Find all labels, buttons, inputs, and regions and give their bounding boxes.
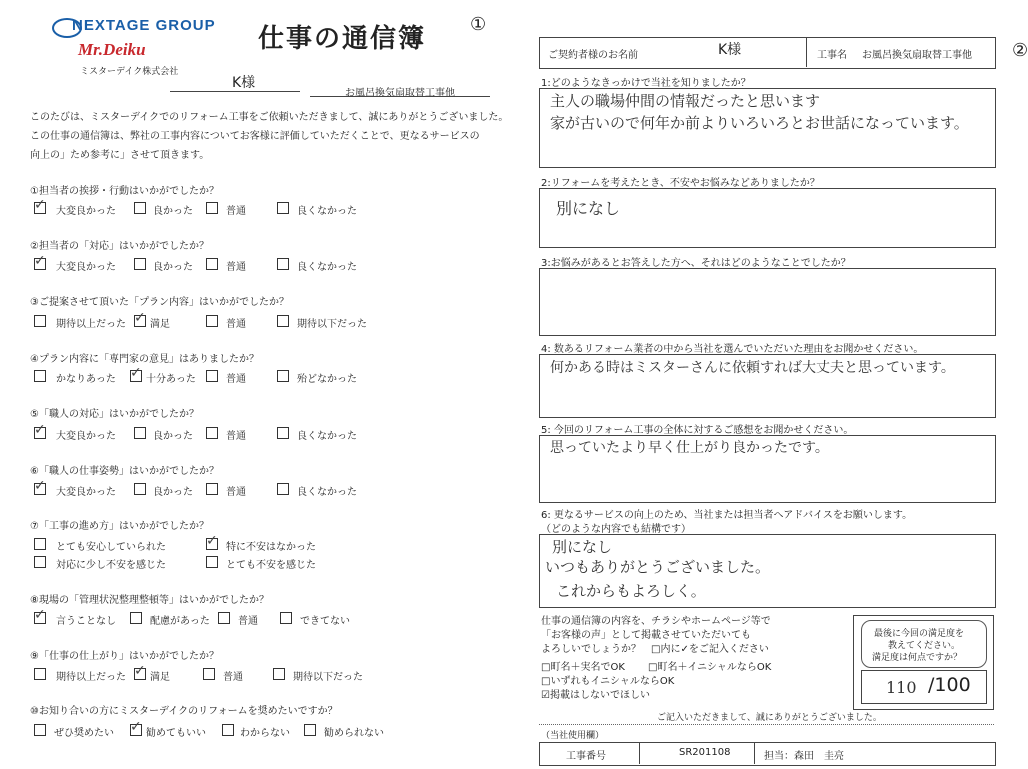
checkbox[interactable]: [34, 370, 46, 382]
satisfaction-line-2: 教えてください。: [888, 641, 961, 651]
option-label: 普通: [226, 319, 246, 330]
checkbox[interactable]: [206, 370, 218, 382]
publish-line-3: よろしいでしょうか？ □内に✓をご記入ください: [541, 644, 769, 655]
option-label: 普通: [223, 672, 243, 683]
checkbox[interactable]: [134, 202, 146, 214]
checkbox[interactable]: [273, 668, 285, 680]
option-label: とても不安を感じた: [226, 560, 316, 571]
option-label: 良くなかった: [297, 206, 357, 217]
work-name-left: お風呂換気扇取替工事他: [345, 88, 455, 99]
checkbox[interactable]: [280, 612, 292, 624]
checkbox-checked[interactable]: ✓: [34, 478, 46, 494]
publish-option-2[interactable]: □町名＋イニシャルならOK: [648, 662, 772, 673]
option-label: わからない: [240, 728, 290, 739]
office-divider-1: [639, 742, 640, 764]
option-label: 殆どなかった: [297, 374, 357, 385]
checkbox[interactable]: [277, 315, 289, 327]
option-label: 普通: [226, 374, 246, 385]
question-2: ②担当者の「対応」はいかがでしたか？: [30, 241, 209, 252]
checkbox[interactable]: [34, 538, 46, 550]
checkbox[interactable]: [277, 483, 289, 495]
checkbox[interactable]: [34, 668, 46, 680]
option-label: 良かった: [153, 206, 193, 217]
mr-deiku-logo: Mr.Deiku: [78, 40, 146, 59]
option-label: 良くなかった: [297, 431, 357, 442]
r6-question-sub: （どのような内容でも結構です）: [541, 524, 691, 535]
publish-line-2: 「お客様の声」として掲載させていただいても: [541, 630, 751, 641]
option-label: 言うことなし: [56, 616, 116, 627]
r1-answer-line-1: 主人の職場仲間の情報だったと思います: [550, 92, 821, 110]
question-9: ⑨「仕事の仕上がり」はいかがでしたか？: [30, 651, 219, 662]
checkbox[interactable]: [203, 668, 215, 680]
page-number-right: ②: [1012, 40, 1028, 61]
customer-name-right: K様: [718, 42, 742, 58]
r2-question: 2:リフォームを考えたとき、不安やお悩みなどありましたか？: [541, 178, 820, 189]
checkbox[interactable]: [206, 427, 218, 439]
option-label: 普通: [226, 487, 246, 498]
question-6: ⑥「職人の仕事姿勢」はいかがでしたか？: [30, 466, 219, 477]
publish-option-3[interactable]: □いずれもイニシャルならOK: [541, 676, 675, 687]
checkbox[interactable]: [277, 258, 289, 270]
satisfaction-line-3: 満足度は何点ですか？: [872, 653, 963, 663]
intro-line-1: このたびは、ミスターデイクでのリフォーム工事をご依頼いただきまして、誠にありがとうございました。: [30, 112, 509, 123]
question-7: ⑦「工事の進め方」はいかがでしたか？: [30, 521, 209, 532]
page-title: 仕事の通信簿: [258, 24, 427, 54]
option-label: できてない: [300, 616, 350, 627]
r6-answer-line-1: 別になし: [552, 538, 613, 556]
option-label: 勧められない: [324, 728, 384, 739]
option-label: 良くなかった: [297, 262, 357, 273]
office-divider-2: [754, 742, 755, 764]
office-use-label: （当社使用欄）: [541, 731, 605, 741]
r4-question: 4: 数あるリフォーム業者の中から当社を選んでいただいた理由をお聞かせください。: [541, 344, 924, 355]
work-number-value: SR201108: [679, 747, 731, 758]
option-label: 勧めてもいい: [146, 728, 206, 739]
r6-answer-line-2: いつもありがとうございました。: [545, 558, 771, 576]
option-label: 良くなかった: [297, 487, 357, 498]
checkbox-checked[interactable]: ✓: [34, 422, 46, 438]
checkbox[interactable]: [34, 556, 46, 568]
publish-option-4[interactable]: ☑掲載はしないでほしい: [541, 690, 650, 701]
r1-answer-line-2: 家が古いので何年か前よりいろいろとお世話になっています。: [550, 114, 969, 132]
r2-answer-line-1: 別になし: [556, 199, 621, 218]
checkbox[interactable]: [34, 724, 46, 736]
checkbox[interactable]: [304, 724, 316, 736]
checkbox[interactable]: [206, 258, 218, 270]
checkbox[interactable]: [206, 315, 218, 327]
nextage-logo: NEXTAGE GROUP: [52, 16, 248, 38]
checkbox[interactable]: [134, 427, 146, 439]
option-label: 期待以上だった: [56, 672, 126, 683]
checkbox-checked[interactable]: ✓: [130, 719, 142, 735]
question-10: ⑩お知り合いの方にミスターデイクのリフォームを奨めたいですか？: [30, 706, 338, 717]
checkbox[interactable]: [206, 483, 218, 495]
option-label: 期待以下だった: [297, 319, 367, 330]
intro-line-3: 向上の」ため参考に」させて頂きます。: [30, 150, 210, 161]
checkbox-checked[interactable]: ✓: [134, 310, 146, 326]
checkbox-checked[interactable]: ✓: [130, 365, 142, 381]
option-label: 普通: [226, 262, 246, 273]
r4-answer-line-1: 何かある時はミスターさんに依頼すれば大丈夫と思っています。: [550, 360, 955, 376]
option-label: 普通: [238, 616, 258, 627]
r6-question: 6: 更なるサービスの向上のため、当社または担当者へアドバイスをお願いします。: [541, 510, 913, 521]
option-label: 良かった: [153, 487, 193, 498]
question-8: ⑧現場の「管理状況整理整頓等」はいかがでしたか？: [30, 595, 269, 606]
checkbox[interactable]: [134, 483, 146, 495]
option-label: 普通: [226, 206, 246, 217]
question-3: ③ご提案させて頂いた「プラン内容」はいかがでしたか？: [30, 297, 289, 308]
satisfaction-line-1: 最後に今回の満足度を: [874, 629, 965, 639]
checkbox[interactable]: [277, 427, 289, 439]
r5-answer-line-1: 思っていたより早く仕上がり良かったです。: [550, 440, 829, 456]
checkbox[interactable]: [222, 724, 234, 736]
option-label: 良かった: [153, 431, 193, 442]
r1-question: 1:どのようなきっかけで当社を知りましたか？: [541, 78, 751, 89]
r3-question: 3:お悩みがあるとお答えした方へ、それはどのようなことでしたか？: [541, 258, 851, 269]
checkbox[interactable]: [130, 612, 142, 624]
checkbox[interactable]: [206, 556, 218, 568]
publish-option-1[interactable]: □町名＋実名でOK: [541, 662, 625, 673]
option-label: 大変良かった: [56, 262, 116, 273]
option-label: 期待以上だった: [56, 319, 126, 330]
option-label: 満足: [150, 672, 170, 683]
option-label: 大変良かった: [56, 487, 116, 498]
work-label: 工事名: [817, 50, 847, 61]
option-label: とても安心していられた: [56, 542, 166, 553]
question-4: ④プラン内容に「専門家の意見」はありましたか？: [30, 354, 259, 365]
checkbox-checked[interactable]: ✓: [206, 533, 218, 549]
option-label: 配慮があった: [150, 616, 210, 627]
checkbox-checked[interactable]: ✓: [34, 197, 46, 213]
r6-answer-line-3: これからもよろしく。: [556, 582, 706, 600]
customer-name-left: K様: [232, 75, 256, 91]
score-max: /100: [928, 674, 971, 696]
name-label: ご契約者様のお名前: [548, 50, 638, 61]
page-number-left: ①: [470, 14, 487, 35]
option-label: 良かった: [153, 262, 193, 273]
work-number-label: 工事番号: [566, 751, 606, 762]
option-label: 対応に少し不安を感じた: [56, 560, 166, 571]
checkbox-checked[interactable]: ✓: [34, 607, 46, 623]
question-1: ①担当者の挨拶・行動はいかがでしたか？: [30, 186, 219, 197]
option-label: かなりあった: [56, 374, 116, 385]
staff-label: 担当：森田 圭亮: [764, 751, 844, 762]
name-line: [170, 91, 300, 92]
option-label: 十分あった: [146, 374, 196, 385]
option-label: 期待以下だった: [293, 672, 363, 683]
checkbox[interactable]: [34, 315, 46, 327]
option-label: 普通: [226, 431, 246, 442]
checkbox-checked[interactable]: ✓: [134, 663, 146, 679]
intro-line-2: この仕事の通信簿は、弊社の工事内容についてお客様に評価していただくことで、更なるサービスの: [30, 131, 480, 142]
question-5: ⑤「職人の対応」はいかがでしたか？: [30, 409, 199, 420]
checkbox[interactable]: [206, 202, 218, 214]
name-divider: [806, 37, 807, 67]
checkbox[interactable]: [218, 612, 230, 624]
option-label: 特に不安はなかった: [226, 542, 316, 553]
checkbox-checked[interactable]: ✓: [34, 253, 46, 269]
r3-answer-box: [539, 268, 996, 336]
checkbox[interactable]: [134, 258, 146, 270]
option-label: 大変良かった: [56, 431, 116, 442]
checkbox[interactable]: [277, 370, 289, 382]
thanks-text: ご記入いただきまして、誠にありがとうございました。: [657, 713, 882, 723]
checkbox[interactable]: [277, 202, 289, 214]
r5-question: 5: 今回のリフォーム工事の全体に対するご感想をお聞かせください。: [541, 425, 854, 436]
option-label: 満足: [150, 319, 170, 330]
company-name: ミスターデイク株式会社: [80, 67, 179, 77]
option-label: ぜひ奨めたい: [54, 728, 114, 739]
publish-line-1: 仕事の通信簿の内容を、チラシやホームページ等で: [541, 616, 771, 627]
option-label: 大変良かった: [56, 206, 116, 217]
score-value: 110: [886, 678, 917, 697]
thanks-line: [539, 724, 994, 725]
work-line: [310, 96, 490, 97]
work-name-value: お風呂換気扇取替工事他: [862, 50, 972, 61]
